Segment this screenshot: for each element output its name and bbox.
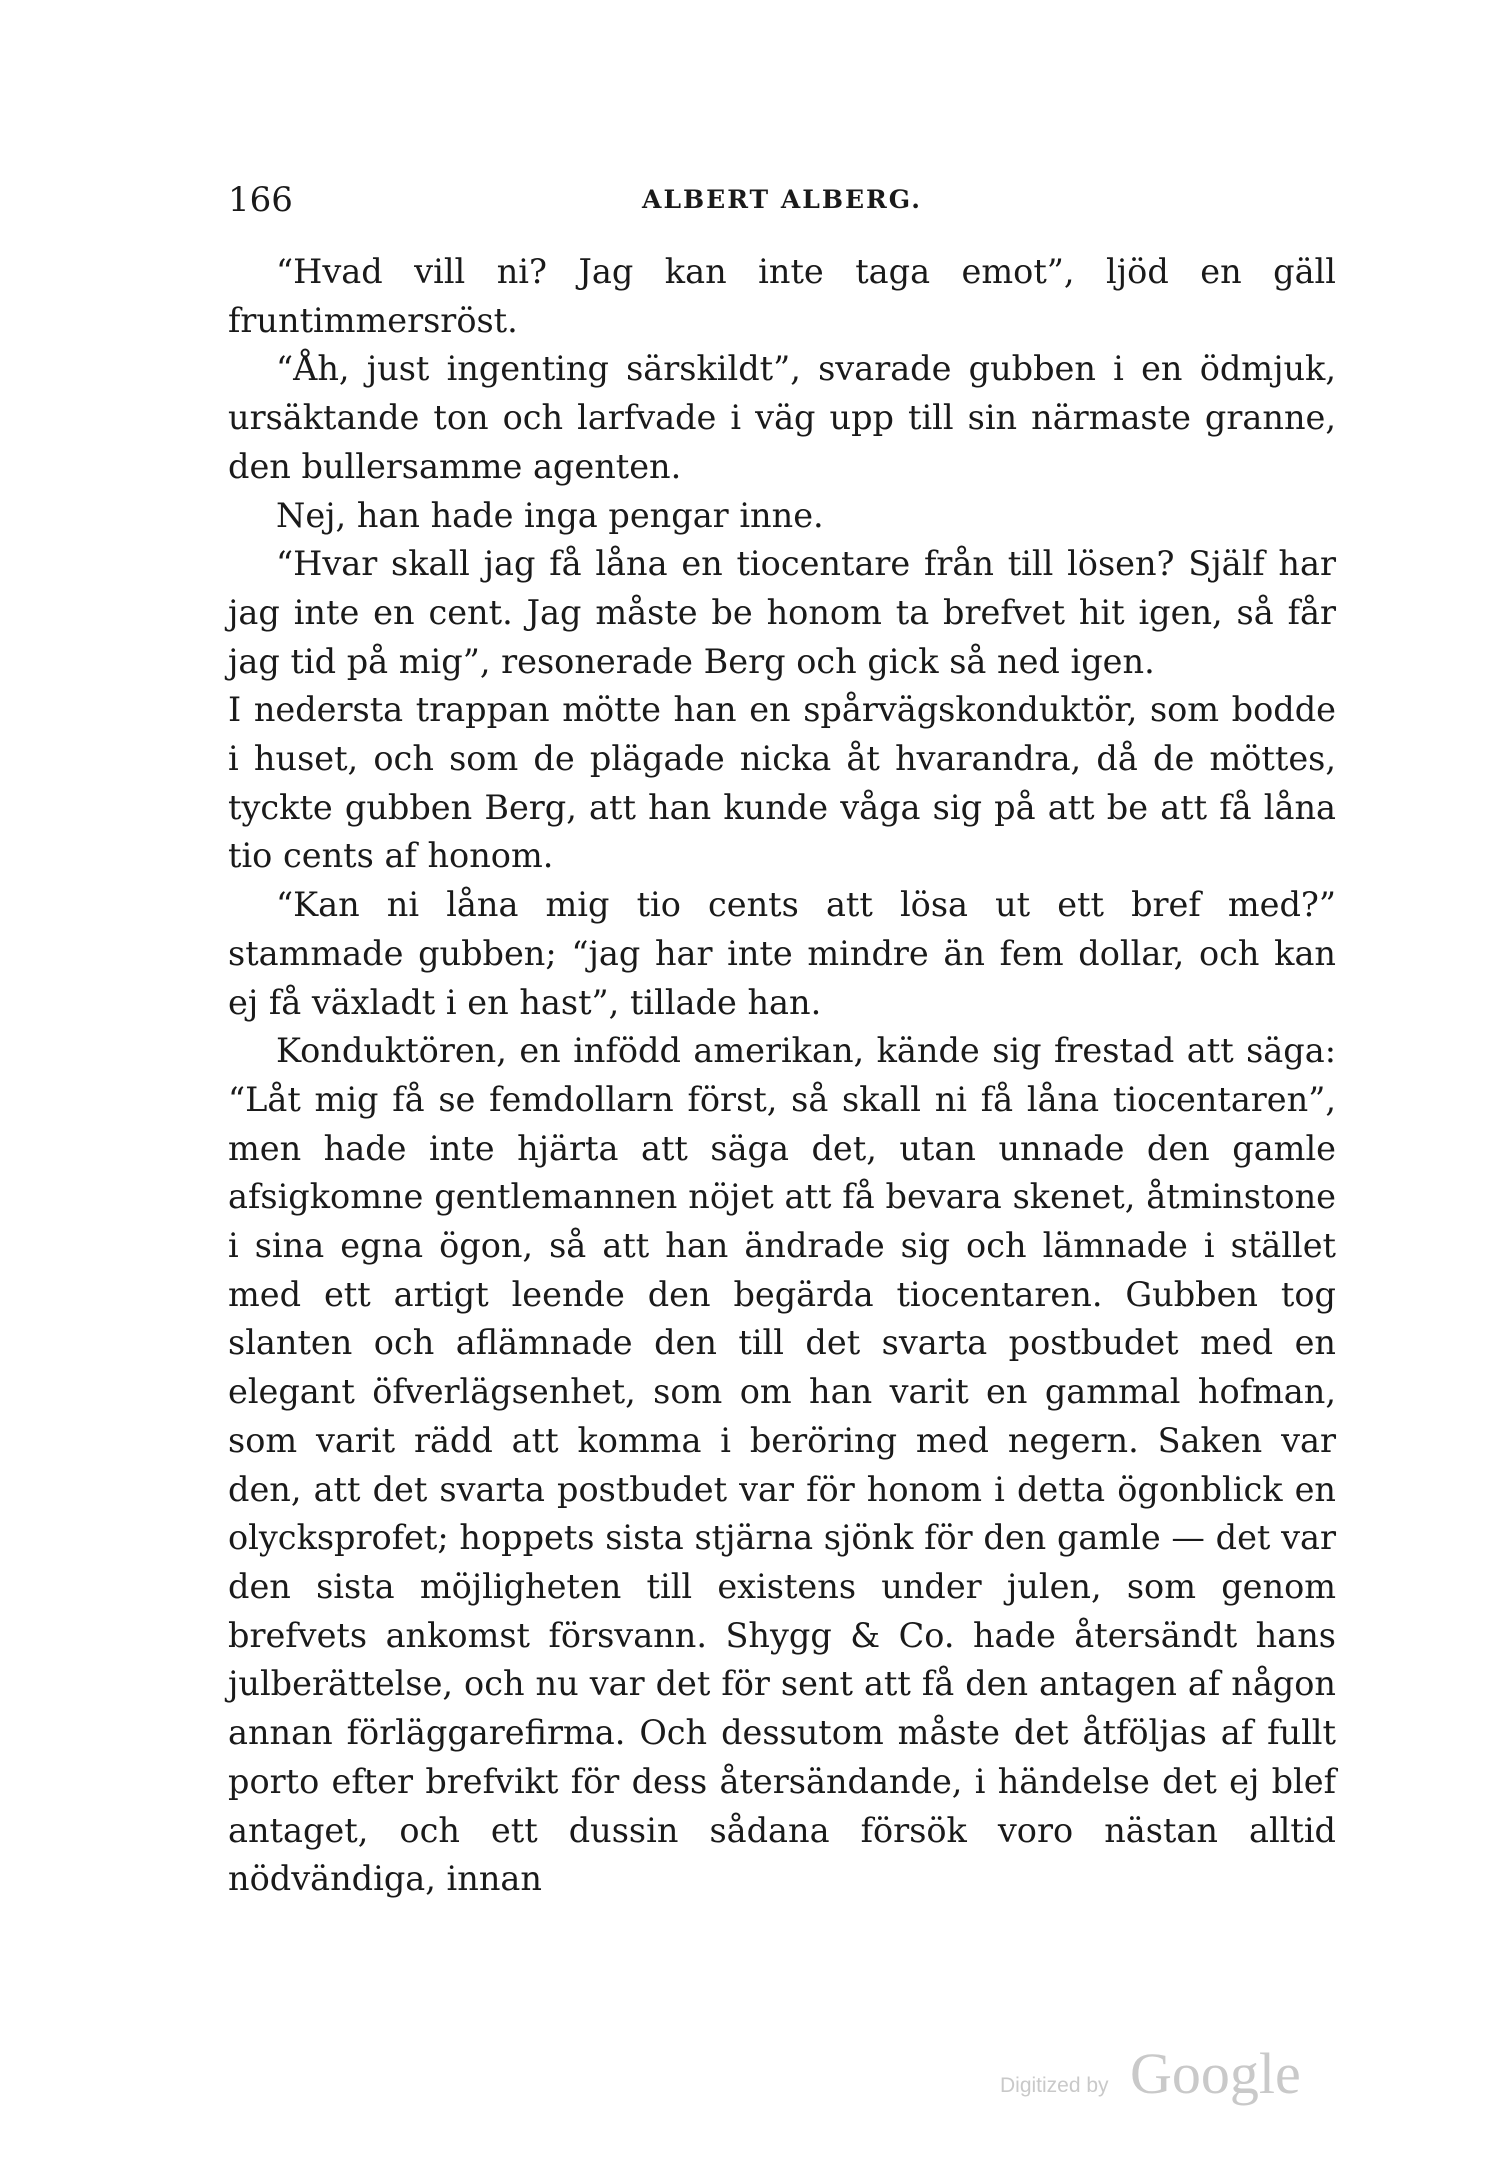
paragraph: “Hvad vill ni? Jag kan inte taga emot”, ljöd en gäll fruntimmersröst. — [228, 252, 1336, 340]
paragraph: I nedersta trappan mötte han en spårvägskonduktör, som bodde i huset, och som de plägade nicka åt hvarandra, då de möttes, tyckte gubben Berg, att han kunde våga sig på att be att få låna tio cents af honom. — [228, 690, 1336, 876]
google-logo: Google — [1130, 2041, 1301, 2106]
running-title: ALBERT ALBERG. — [642, 185, 922, 214]
digitized-by-watermark — [1000, 2040, 1340, 2110]
paragraph: Nej, han hade inga pengar inne. — [276, 495, 824, 535]
running-head — [228, 176, 1336, 224]
page-number: 166 — [228, 180, 293, 220]
paragraph: Konduktören, en infödd amerikan, kände sig frestad att säga: “Låt mig få se femdollarn först, så skall ni få låna tiocentaren”, men hade inte hjärta att säga det, utan unnade den gamle afsigkomne gentlemannen nöjet att få bevara skenet, åtminstone i sina egna ögon, så att han ändrade sig och lämnade i stället med ett artigt leende den begärda tiocentaren. Gubben tog slanten och aflämnade den till det svarta postbudet med en elegant öfverlägsenhet, som om han varit en gammal hofman, som varit rädd att komma i beröring med negern. Saken var den, att det svarta postbudet var för honom i detta ögonblick en olycksprofet; hoppets sista stjärna sjönk för den gamle — det var den sista möjligheten till existens under julen, som genom brefvets ankomst försvann. Shygg & Co. hade återsändt hans julberättelse, och nu var det för sent att få den antagen af någon annan förläggarefirma. Och dessutom måste det åtföljas af fullt porto efter brefvikt för dess återsändande, i händelse det ej blef antaget, och ett dussin sådana försök voro nästan alltid nödvändiga, innan — [228, 1031, 1336, 1899]
paragraph: “Åh, just ingenting särskildt”, svarade gubben i en ödmjuk, ursäktande ton och larfvade i väg upp till sin närmaste granne, den bullersamme agenten. — [228, 349, 1336, 486]
paragraph: “Kan ni låna mig tio cents att lösa ut ett bref med?” stammade gubben; “jag har inte mindre än fem dollar, och kan ej få växladt i en hast”, tillade han. — [228, 885, 1336, 1022]
body-text — [228, 248, 1336, 1904]
paragraph: “Hvar skall jag få låna en tiocentare från till lösen? Själf har jag inte en cent. Jag måste be honom ta brefvet hit igen, så får jag tid på mig”, resonerade Berg och gick så ned igen. — [228, 544, 1336, 681]
watermark-prefix: Digitized by — [1000, 2074, 1109, 2097]
